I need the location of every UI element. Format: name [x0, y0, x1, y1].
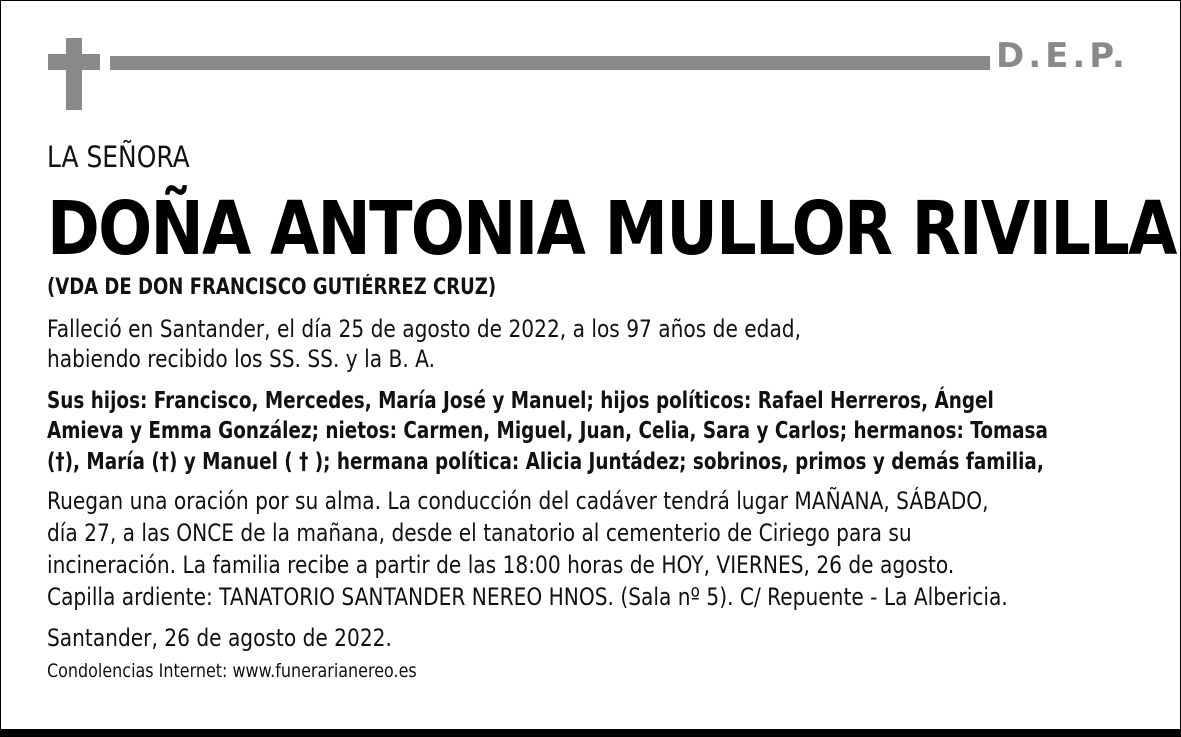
request-line: Ruegan una oración por su alma. La conducción del cadáver tendrá lugar MAÑANA, SÁBADO,	[47, 487, 989, 515]
deceased-name: DOÑA ANTONIA MULLOR RIVILLA	[47, 186, 1176, 272]
request-line: Capilla ardiente: TANATORIO SANTANDER NEREO HNOS. (Sala nº 5). C/ Repuente - La Albericia.	[47, 583, 1008, 611]
condolences-line: Condolencias Internet: www.funerarianereo.es	[47, 660, 417, 682]
family-line: Amieva y Emma González; nietos: Carmen, Miguel, Juan, Celia, Sara y Carlos; hermanos: Tomasa	[47, 418, 1048, 444]
widow-of: (VDA DE DON FRANCISCO GUTIÉRREZ CRUZ)	[47, 275, 497, 300]
family-line: (†), María (†) y Manuel ( † ); hermana política: Alicia Juntádez; sobrinos, primos y demás familia,	[47, 449, 1044, 475]
request-line: incineración. La familia recibe a partir de las 18:00 horas de HOY, VIERNES, 26 de agosto.	[47, 551, 955, 579]
place-date: Santander, 26 de agosto de 2022.	[47, 624, 392, 652]
death-line: Falleció en Santander, el día 25 de agosto de 2022, a los 97 años de edad,	[47, 315, 802, 343]
death-line: habiendo recibido los SS. SS. y la B. A.	[47, 345, 435, 373]
header-rule	[110, 56, 990, 70]
request-line: día 27, a las ONCE de la mañana, desde el tanatorio al cementerio de Ciriego para su	[47, 519, 912, 547]
cross-icon	[48, 38, 100, 110]
family-line: Sus hijos: Francisco, Mercedes, María José y Manuel; hijos políticos: Rafael Herreros, Ángel	[47, 388, 994, 414]
dep-label: D.E.P.	[996, 36, 1129, 76]
prefix-title: LA SEÑORA	[47, 140, 190, 174]
